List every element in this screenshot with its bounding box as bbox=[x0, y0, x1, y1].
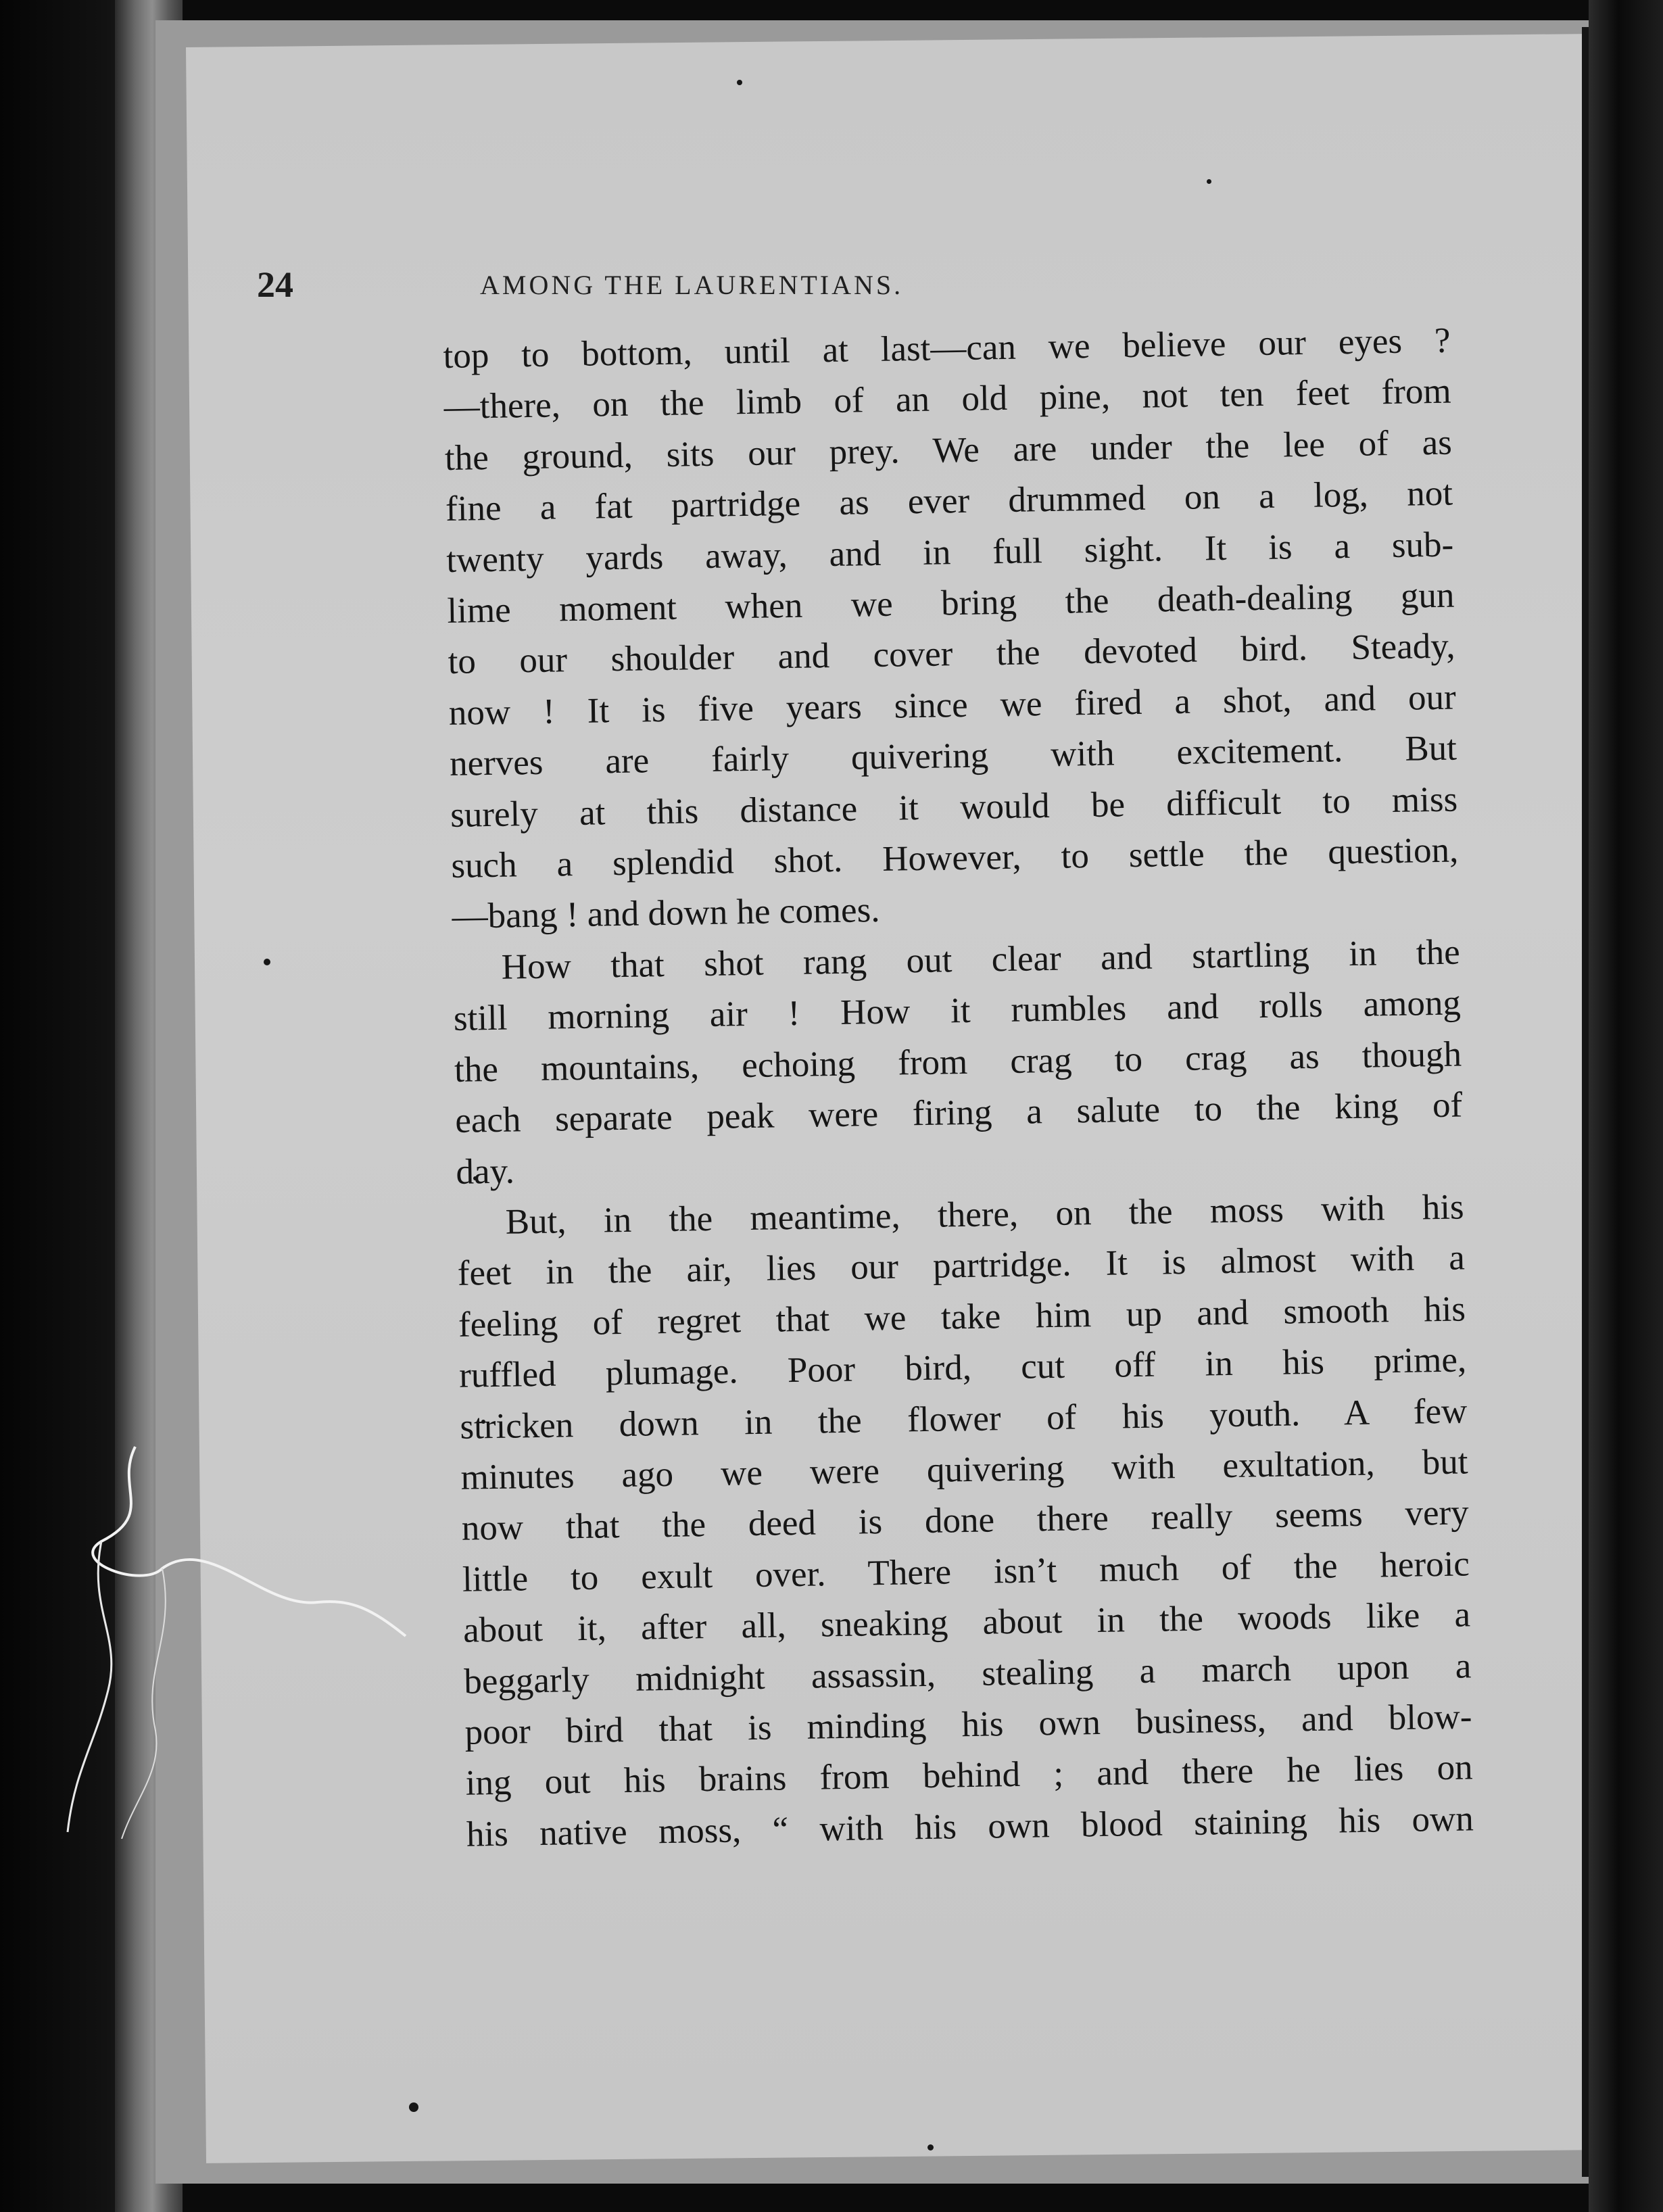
text-line: ing out his brains from behind ; and there he lies on bbox=[465, 1748, 1474, 1804]
text-line: surely at this distance it would be difficult to miss bbox=[450, 779, 1458, 835]
text-line: such a splendid shot. However, to settle the question, bbox=[450, 830, 1459, 886]
body-text bbox=[443, 316, 1474, 1860]
book-binding-right bbox=[1589, 0, 1663, 2212]
text-line: day. bbox=[456, 1151, 515, 1192]
text-line: stricken down in the flower of his youth. A few bbox=[459, 1391, 1468, 1447]
text-line: How that shot rang out clear and startling in the bbox=[501, 932, 1461, 987]
text-line: the ground, sits our prey. We are under the lee of as bbox=[444, 423, 1453, 478]
text-line: to our shoulder and cover the devoted bird. Steady, bbox=[448, 626, 1455, 682]
text-line: poor bird that is minding his own business, and blow- bbox=[464, 1697, 1472, 1752]
text-line: minutes ago we were quivering with exultation, but bbox=[460, 1442, 1468, 1497]
paragraph bbox=[443, 316, 1460, 943]
text-line: ruffled plumage. Poor bird, cut off in his prime, bbox=[458, 1340, 1467, 1395]
page-header bbox=[257, 264, 1203, 311]
text-line: now that the deed is done there really seems very bbox=[461, 1493, 1470, 1549]
text-line: But, in the meantime, there, on the moss with his bbox=[505, 1187, 1464, 1242]
text-line: little to exult over. There isn’t much of the heroic bbox=[462, 1544, 1470, 1600]
text-line: now ! It is five years since we fired a shot, and our bbox=[448, 677, 1457, 733]
text-line: his native moss, “ with his own blood staining his own bbox=[466, 1799, 1474, 1854]
text-line: top to bottom, until at last—can we believe our eyes ? bbox=[443, 320, 1451, 376]
running-head: AMONG THE LAURENTIANS. bbox=[480, 270, 904, 300]
text-line: beggarly midnight assassin, stealing a march upon a bbox=[463, 1645, 1472, 1702]
paragraph bbox=[456, 1182, 1474, 1860]
text-line: each separate peak were firing a salute to the king of bbox=[454, 1085, 1463, 1140]
ink-speck bbox=[264, 959, 270, 965]
text-line: nerves are fairly quivering with excitement. But bbox=[449, 728, 1457, 784]
ink-speck bbox=[927, 2144, 934, 2150]
text-line: feet in the air, lies our partridge. It is almost with a bbox=[457, 1238, 1466, 1294]
text-line: the mountains, echoing from crag to crag as though bbox=[454, 1034, 1462, 1090]
text-line: —there, on the limb of an old pine, not ten feet from bbox=[443, 371, 1452, 427]
loose-thread bbox=[61, 1433, 412, 1839]
ink-speck bbox=[1207, 179, 1211, 184]
text-line: fine a fat partridge as ever drummed on a log, not bbox=[445, 473, 1453, 529]
text-line: still morning air ! How it rumbles and rolls among bbox=[453, 983, 1462, 1039]
ink-speck bbox=[409, 2102, 418, 2112]
page-number: 24 bbox=[257, 264, 293, 305]
paragraph bbox=[452, 927, 1464, 1197]
text-line: feeling of regret that we take him up and smooth his bbox=[458, 1289, 1466, 1345]
text-line: —bang ! and down he comes. bbox=[452, 890, 880, 937]
text-line: twenty yards away, and in full sight. It is a sub- bbox=[445, 525, 1454, 580]
text-line: about it, after all, sneaking about in the woods like a bbox=[462, 1595, 1471, 1650]
text-line: lime moment when we bring the death-dealing gun bbox=[447, 575, 1455, 631]
ink-speck bbox=[737, 80, 742, 85]
